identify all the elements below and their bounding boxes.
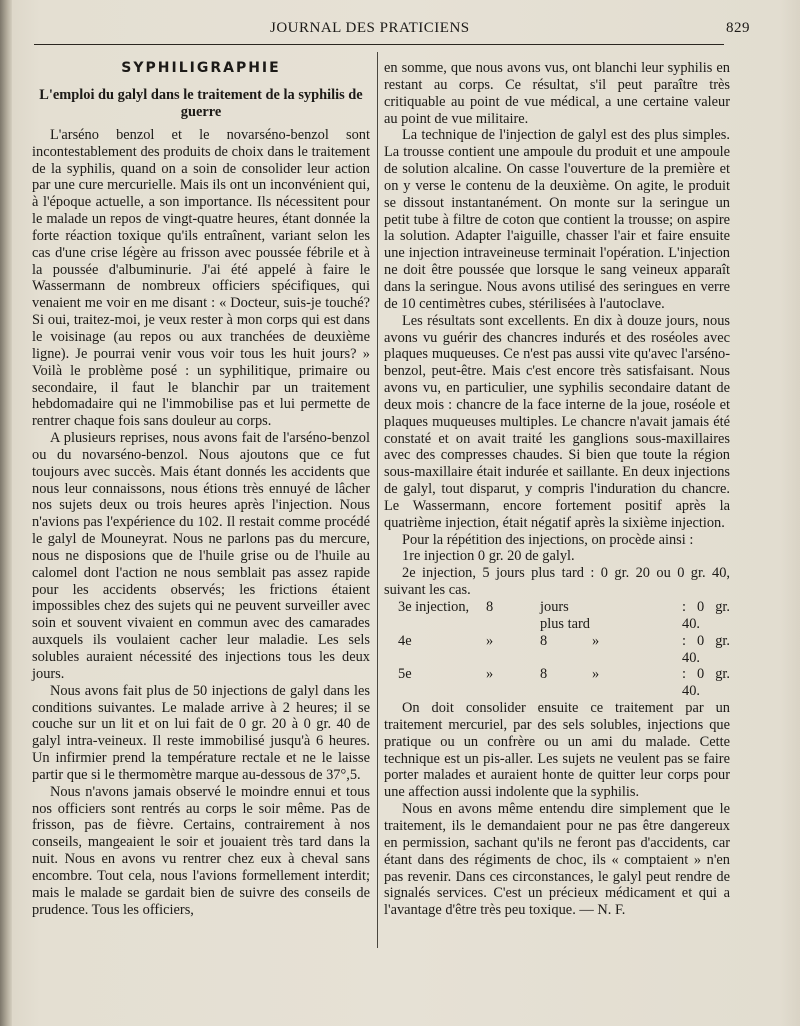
dose-unit: jours plus tard [540, 599, 590, 632]
paragraph: A plusieurs reprises, nous avons fait de l'arséno-benzol ou du novarséno-benzol. Nous ajoutons que ce fut toujours avec succès. Mais étant donnés les accidents que nous leur connaissons, nous étions très ennuyé de lâcher nos sujets deux ou trois heures après l'injection. Nous n'avions pas l'expérience du 102. Il restait comme procédé le galyl de Mouneyrat. Nous ne parlons pas du mercure, nous ne disposions que de l'huile grise ou de l'huile au calomel dont l'action ne nous semblait pas assez rapide pour les accidents observés; les frictions étaient impossibles chez des sujets qui ne peuvent surveiller avec soin et souvent vivaient en commun avec des camarades auxquels ils voulaient cacher leur maladie. Les sels solubles auraient nécessité des injections tous les deux jours. [32, 430, 370, 682]
dose-unit: » [592, 666, 600, 683]
dose-days: 8 [540, 666, 548, 683]
column-divider [377, 52, 378, 948]
paragraph: La technique de l'injection de galyl est des plus simples. La trousse contient une ampoule du produit et une ampoule de solution alcaline. On casse l'ouverture de la première et on y verse le contenu de la deuxième. On agite, le produit se dissout instantanément. On monte sur la seringue un petit tube à filtre de coton que contient la trousse; on aspire la solution. Adapter l'aiguille, chasser l'air et faire ensuite une injection intraveineuse terminait l'opération. L'injection ne doit être poussée que lorsque le sang veineux apparaît dans la seringue. Nous avons utilisé des seringues en verre de 10 centimètres cubes, stérilisées à l'autoclave. [384, 127, 730, 312]
right-column [384, 60, 730, 919]
dose-label: 3e injection, [398, 599, 470, 615]
article-title: L'emploi du galyl dans le traitement de la syphilis de guerre [39, 86, 363, 120]
dose-line: 1re injection 0 gr. 20 de galyl. [402, 548, 575, 565]
paragraph: Nous n'avons jamais observé le moindre ennui et tous nos officiers sont rentrés au corps le soir même. Pas de frisson, pas de fièvre. Certains, contrairement à nos conseils, mangeaient le soir et jouaient très tard dans la nuit. Nous en avons vu rentrer chez eux à cheval sans encombre. Tout cela, nous l'avions formellement interdit; mais le malade se gardait bien de suivre des conseils de prudence. Tous les officiers, [32, 783, 370, 918]
dose-unit: » [592, 632, 600, 649]
dose-days: 8 [486, 599, 494, 615]
running-head [30, 18, 790, 42]
dose-table-row [384, 666, 730, 700]
dose-amount: : 0 gr. 40. [682, 666, 730, 700]
dose-table-row [384, 599, 730, 633]
running-title: JOURNAL DES PRATICIENS [270, 20, 470, 36]
dose-amount: : 0 gr. 40. [682, 632, 730, 666]
dose-line: 2e injection, 5 jours plus tard : 0 gr. 20 ou 0 gr. 40, suivant les cas. [384, 565, 730, 599]
dose-days: 8 [540, 632, 548, 649]
paragraph: Nous en avons même entendu dire simplement que le traitement, ils le demandaient pour ne pas être dangereux en permission, sachant qu'ils ne feront pas d'accidents, car étant dans des régiments de choc, ils « comptaient » n'en pas revenir. Dans ces circonstances, le galyl peut rendre de signalés services. C'est un précieux médicament et qui a l'avantage d'être très peu toxique. — N. F. [384, 801, 730, 919]
dose-label: 5e [398, 666, 412, 683]
section-title: SYPHILIGRAPHIE [121, 60, 281, 76]
paragraph: L'arséno benzol et le novarséno-benzol sont incontestablement des produits de choix dans le traitement de la syphilis, quand on a soin de consolider leur action par une cure mercurielle. Mais ils ont un inconvénient qui, à l'époque actuelle, a son importance. Ils nécessitent pour le malade un repos de vingt-quatre heures, étant donnée la forte réaction toxique qu'ils entraînent, variant selon les cas d'une crise légère au frisson avec poussée fébrile et à la poussée d'albuminurie. J'ai été appelé à faire le Wassermann de nombreux officiers spécifiques, qui venaient me voir en me disant : « Docteur, suis-je touché? Si oui, traitez-moi, je veux rester à mon corps qui est dans le voisinage (au repos ou aux tranchées de deuxième ligne). Je pourrai venir vous voir tous les huit jours? » Voilà le problème posé : un syphilitique, primaire ou secondaire, il faut le blanchir par un traitement hebdomadaire qui ne l'immobilise pas et lui permette de rentrer chaque fois sans douleur au corps. [32, 126, 370, 430]
dose-table-row [384, 633, 730, 667]
dose-label: 4e [398, 632, 412, 649]
paragraph: On doit consolider ensuite ce traitement par un traitement mercuriel, par des sels solubles, injections que pratique ou un confrère ou un ami du malade. Cette technique est un pis-aller. Les sujets ne veulent pas se faire porter malades et auraient honte de quitter leur corps pour une affection aussi indolente que la syphilis. [384, 700, 730, 801]
left-column [32, 60, 370, 919]
paragraph: Pour la répétition des injections, on procède ainsi : [402, 531, 694, 548]
dose-ditto: » [486, 632, 494, 649]
book-spine-shadow [0, 0, 12, 1026]
paragraph: Les résultats sont excellents. En dix à douze jours, nous avons vu guérir des chancres indurés et des roséoles avec plaques muqueuses. Ce n'est pas aussi vite qu'avec l'arséno-benzol, peut-être. Mais c'est encore très satisfaisant. Nous avons vu, en particulier, une syphilis secondaire datant de deux mois : chancre de la face interne de la joue, roséole et plaques muqueuses multiples. Le chancre n'avait jamais été constaté et on avait traité les ganglions sous-maxillaires avec des compresses chaudes. Si bien que toute la région sous-maxillaire était indurée et saillante. En deux injections de galyl, tout disparut, y compris l'induration du chancre. Le Wassermann, encore fortement positif après la quatrième injection, était négatif après la sixième injection. [384, 312, 730, 531]
paragraph: Nous avons fait plus de 50 injections de galyl dans les conditions suivantes. Le malade arrive à 2 heures; il se couche sur un lit et on lui fait de 0 gr. 20 à 0 gr. 40 de galyl intra-veineux. Il reste immobilisé jusqu'à 6 heures. Un infirmier prend la température rectale et ne le laisse partir que si le thermomètre marque au-dessous de 37°,5. [32, 682, 370, 783]
dose-amount: : 0 gr. 40. [682, 599, 730, 632]
header-rule [34, 44, 724, 45]
paragraph-continued: en somme, que nous avons vus, ont blanchi leur syphilis en restant au corps. Ce résultat, s'il peut paraître très critiquable au point de vue médical, a une certaine valeur au point de vue militaire. [384, 60, 730, 127]
dose-ditto: » [486, 666, 494, 683]
page-number: 829 [726, 20, 750, 36]
